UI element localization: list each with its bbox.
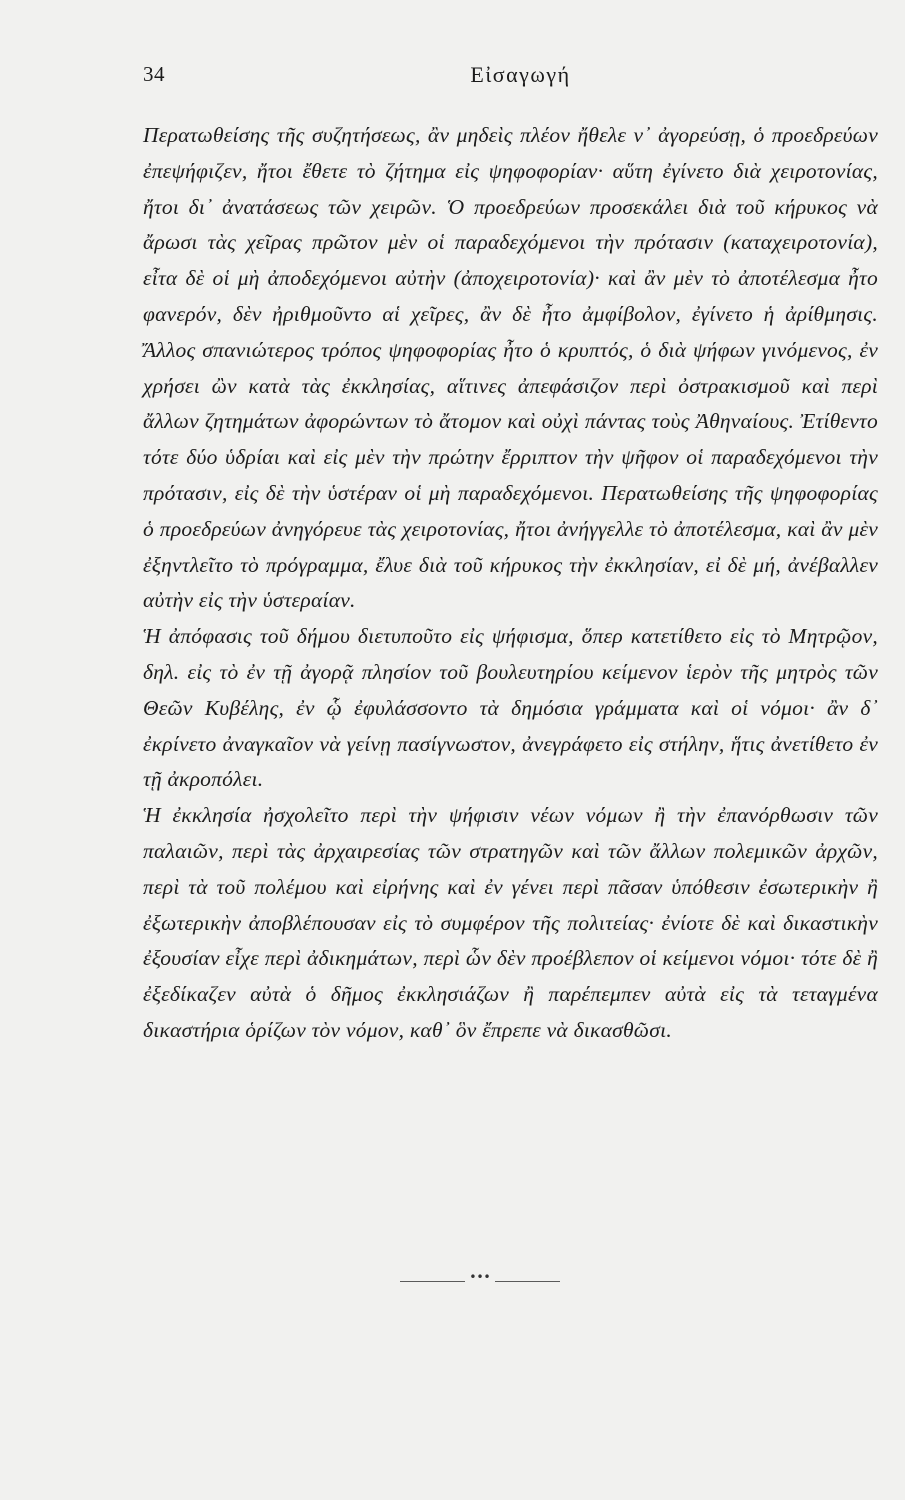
paragraph-voting: Περατωθείσης τῆς συζητήσεως, ἂν μηδεὶς πλέον ἤθελε ν᾽ ἀγορεύσῃ, ὁ προεδρεύων ἐπεψήφιζεν, ἤτοι ἔθετε τὸ ζήτημα εἰς ψηφοφορίαν· αὕτη ἐγίνετο διὰ χειροτονίας, ἤτοι δι᾽ ἀνατάσεως τῶν χειρῶν. Ὁ προεδρεύων προσεκάλει διὰ τοῦ κήρυκος νὰ ἄρωσι τὰς χεῖρας πρῶτον μὲν οἱ παραδεχόμενοι τὴν πρότασιν (καταχειροτονία), εἶτα δὲ οἱ μὴ ἀποδεχόμενοι αὐτὴν (ἀποχειροτονία)· καὶ ἂν μὲν τὸ ἀποτέλεσμα ἦτο φανερόν, δὲν ἠριθμοῦντο αἱ χεῖρες, ἂν δὲ ἦτο ἀμφίβολον, ἐγίνετο ἡ ἀρίθμησις. Ἄλλος σπανιώτερος τρόπος ψηφοφορίας ἦτο ὁ κρυπτός, ὁ διὰ ψήφων γινόμενος, ἐν χρήσει ὢν κατὰ τὰς ἐκκλησίας, αἵτινες ἀπεφάσιζον περὶ ὀστρακισμοῦ καὶ περὶ ἄλλων ζητημάτων ἀφορώντων τὸ ἄτομον καὶ οὐχὶ πάντας τοὺς Ἀθηναίους. Ἐτίθεντο τότε δύο ὑδρίαι καὶ εἰς μὲν τὴν πρώτην ἔρριπτον τὴν ψῆφον οἱ παραδεχόμενοι τὴν πρότασιν, εἰς δὲ τὴν ὑστέραν οἱ μὴ παραδεχόμενοι. Περατωθείσης τῆς ψηφοφορίας ὁ προεδρεύων ἀνηγόρευε τὰς χειροτονίας, ἤτοι ἀνήγγελλε τὸ ἀποτέλεσμα, καὶ ἂν μὲν ἐξηντλεῖτο τὸ πρόγραμμα, ἔλυε διὰ τοῦ κήρυκος τὴν ἐκκλησίαν, εἰ δὲ μή, ἀνέβαλλεν αὐτὴν εἰς τὴν ὑστεραίαν. [143, 123, 878, 613]
page-header [143, 62, 878, 94]
paragraph-assembly-powers: Ἡ ἐκκλησία ἠσχολεῖτο περὶ τὴν ψήφισιν νέων νόμων ἢ τὴν ἐπανόρθωσιν τῶν παλαιῶν, περὶ τὰς ἀρχαιρεσίας τῶν στρατηγῶν καὶ τῶν ἄλλων πολεμικῶν ἀρχῶν, περὶ τὰ τοῦ πολέμου καὶ εἰρήνης καὶ ἐν γένει περὶ πᾶσαν ὑπόθεσιν ἐσωτερικὴν ἢ ἐξωτερικὴν ἀποβλέπουσαν εἰς τὸ συμφέρον τῆς πολιτείας· ἐνίοτε δὲ καὶ δικαστικὴν ἐξουσίαν εἶχε περὶ ἀδικημάτων, περὶ ὧν δὲν προέβλεπον οἱ κείμενοι νόμοι· τότε δὲ ἢ ἐξεδίκαζεν αὐτὰ ὁ δῆμος ἐκκλησιάζων ἢ παρέπεμπεν αὐτὰ εἰς τὰ τεταγμένα δικαστήρια ὁρίζων τὸν νόμον, καθ᾽ ὃν ἔπρεπε νὰ δικασθῶσι. [143, 803, 878, 1042]
paragraph-decree: Ἡ ἀπόφασις τοῦ δήμου διετυποῦτο εἰς ψήφισμα, ὅπερ κατετίθετο εἰς τὸ Μητρῷον, δηλ. εἰς τὸ ἐν τῇ ἀγορᾷ πλησίον τοῦ βουλευτηρίου κείμενον ἱερὸν τῆς μητρὸς τῶν Θεῶν Κυβέλης, ἐν ᾧ ἐφυλάσσοντο τὰ δημόσια γράμματα καὶ οἱ νόμοι· ἂν δ᾽ ἐκρίνετο ἀναγκαῖον νὰ γείνῃ πασίγνωστον, ἀνεγράφετο εἰς στήλην, ἥτις ἀνετίθετο ἐν τῇ ἀκροπόλει. [143, 624, 878, 792]
end-ornament [400, 1270, 560, 1287]
page-number: 34 [143, 62, 165, 86]
ornament-dots: ••• [465, 1270, 495, 1284]
running-head: Εἰσαγωγή [470, 62, 571, 87]
body-text [143, 118, 878, 1049]
